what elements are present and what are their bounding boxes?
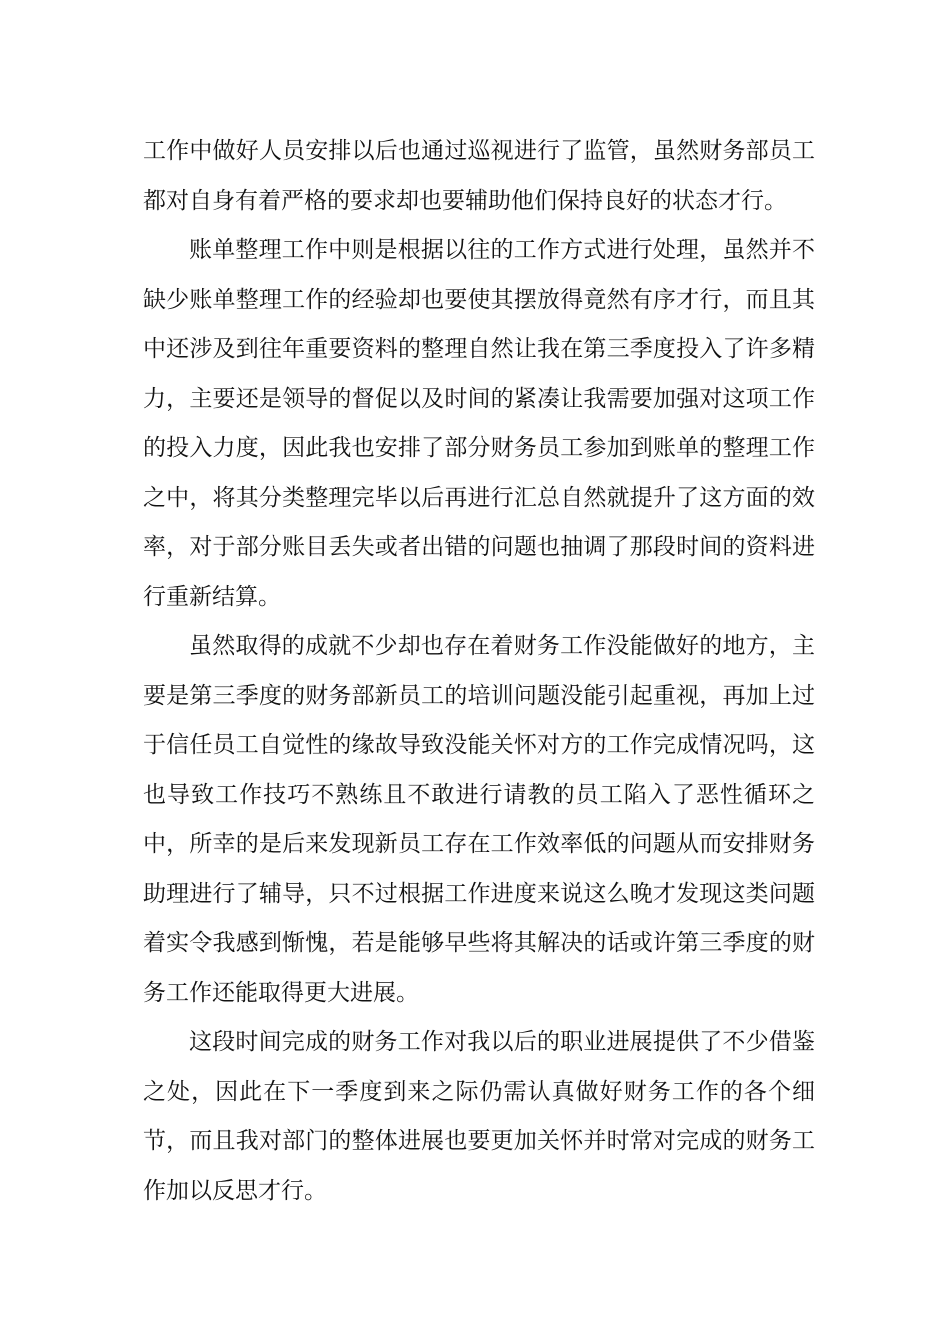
paragraph-reflection: 这段时间完成的财务工作对我以后的职业进展提供了不少借鉴之处，因此在下一季度到来之际仍需认真做好财务工作的各个细节，而且我对部门的整体进展也要更加关怀并时常对完成的财务工作加以反思才行。 — [143, 1029, 815, 1204]
paragraph-continuation: 工作中做好人员安排以后也通过巡视进行了监管，虽然财务部员工都对自身有着严格的要求却也要辅助他们保持良好的状态才行。 — [143, 138, 815, 214]
document-body — [143, 127, 815, 1216]
paragraph-billing: 账单整理工作中则是根据以往的工作方式进行处理，虽然并不缺少账单整理工作的经验却也要使其摆放得竟然有序才行，而且其中还涉及到往年重要资料的整理自然让我在第三季度投入了许多精力，主要还是领导的督促以及时间的紧凑让我需要加强对这项工作的投入力度，因此我也安排了部分财务员工参加到账单的整理工作之中，将其分类整理完毕以后再进行汇总自然就提升了这方面的效率，对于部分账目丢失或者出错的问题也抽调了那段时间的资料进行重新结算。 — [143, 237, 815, 610]
paragraph-shortcomings: 虽然取得的成就不少却也存在着财务工作没能做好的地方，主要是第三季度的财务部新员工的培训问题没能引起重视，再加上过于信任员工自觉性的缘故导致没能关怀对方的工作完成情况吗，这也导致工作技巧不熟练且不敢进行请教的员工陷入了恶性循环之中，所幸的是后来发现新员工存在工作效率低的问题从而安排财务助理进行了辅导，只不过根据工作进度来说这么晚才发现这类问题着实令我感到惭愧，若是能够早些将其解决的话或许第三季度的财务工作还能取得更大进展。 — [143, 633, 815, 1006]
